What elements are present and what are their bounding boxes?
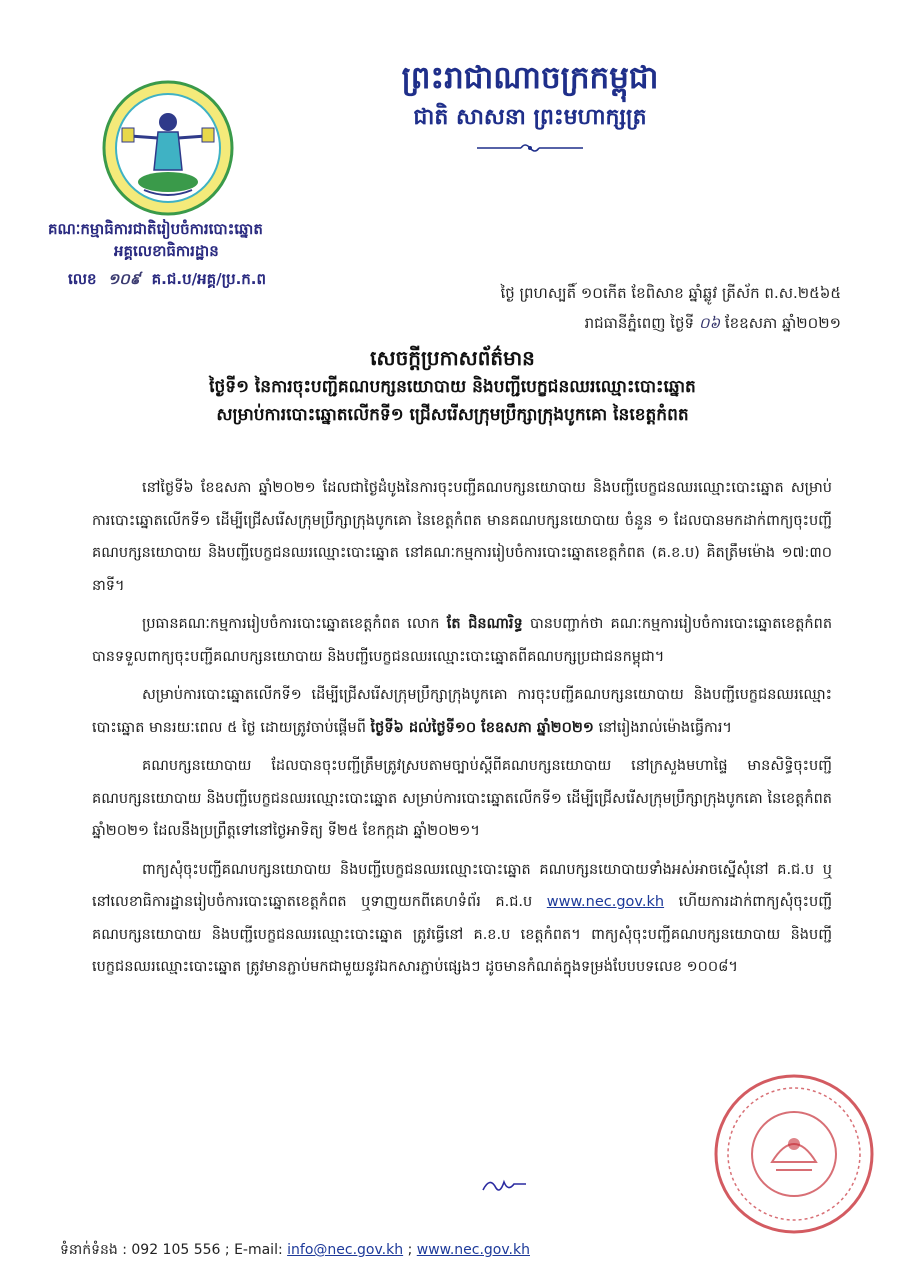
- ref-suffix: គ.ជ.ប/អគ្គ/ប្រ.ក.ព: [151, 270, 267, 288]
- p5-text-before: ពាក្យសុំចុះបញ្ជីគណបក្សនយោបាយ និងបញ្ជីបេក្ខជនឈរឈ្មោះបោះឆ្នោត គណបក្សនយោបាយទាំងអស់អាចស្នើសុំនៅ គ.ជ.ប ឬ នៅលេខាធិការដ្ឋានរៀបចំការបោះឆ្នោតខេត្តកំពត ឬទាញយកពីគេហទំព័រ គ.ជ.ប: [92, 861, 832, 910]
- kingdom-heading: [320, 58, 740, 158]
- paragraph-3: [92, 679, 832, 744]
- page-title: សេចក្តីប្រកាសព័ត៌មាន: [370, 346, 535, 370]
- agency-department: អគ្គលេខាធិការដ្ឋាន: [114, 242, 219, 260]
- solar-date: [501, 308, 842, 338]
- p3-text-before: សម្រាប់ការបោះឆ្នោតលើកទី១ ដើម្បីជ្រើសរើសក្រុមប្រឹក្សាក្រុងបូកគោ ការចុះបញ្ជីគណបក្សនយោបាយ និងបញ្ជីបេក្ខជនឈរឈ្មោះបោះឆ្នោត មានរយៈពេល ៥ ថ្ងៃ ដោយត្រូវចាប់ផ្តើមពី: [92, 687, 832, 736]
- announcement-heading: [70, 343, 835, 429]
- date-block: [501, 278, 842, 338]
- ref-label: លេខ: [68, 270, 97, 288]
- kingdom-title: ព្រះរាជាណាចក្រកម្ពុជា: [401, 60, 659, 96]
- website-link[interactable]: www.nec.gov.kh: [546, 894, 665, 910]
- official-seal-stamp-icon: [676, 1066, 886, 1236]
- nec-emblem-logo: [100, 78, 236, 218]
- p5-text-after: ហើយការដាក់ពាក្យសុំចុះបញ្ជីគណបក្សនយោបាយ និងបញ្ជីបេក្ខជនឈរឈ្មោះបោះឆ្នោត ត្រូវធ្វើនៅ គ.ខ.ប ខេត្តកំពត។ ពាក្យសុំចុះបញ្ជីគណបក្សនយោបាយ និងបញ្ជីបេក្ខជនឈរឈ្មោះបោះឆ្នោត ត្រូវមានភ្ជាប់មកជាមួយនូវឯកសារភ្ជាប់ផ្សេងៗ ដូចមានកំណត់ក្នុងទម្រង់បែបបទលេខ ១០០៨។: [92, 894, 833, 975]
- paragraph-5: [92, 854, 832, 984]
- paragraph-1: នៅថ្ងៃទី៦ ខែឧសភា ឆ្នាំ២០២១ ដែលជាថ្ងៃដំបូងនៃការចុះបញ្ជីគណបក្សនយោបាយ និងបញ្ជីបេក្ខជនឈរឈ្មោះបោះឆ្នោត សម្រាប់ការបោះឆ្នោតលើកទី១ ដើម្បីជ្រើសរើសក្រុមប្រឹក្សាក្រុងបូកគោ នៃខេត្តកំពត មានគណបក្សនយោបាយ ចំនួន ១ ដែលបានមកដាក់ពាក្យចុះបញ្ជីគណបក្សនយោបាយ និងបញ្ជីបេក្ខជនឈរឈ្មោះបោះឆ្នោត នៅគណៈកម្មការរៀបចំការបោះឆ្នោតខេត្តកំពត (គ.ខ.ប) គិតត្រឹមម៉ោង ១៧:៣០ នាទី។: [92, 480, 832, 594]
- p2-text-after: បានបញ្ជាក់ថា គណៈកម្មការរៀបចំការបោះឆ្នោតខេត្តកំពត បានទទួលពាក្យចុះបញ្ជីគណបក្សនយោបាយ និងបញ្ជីបេក្ខជនឈរឈ្មោះបោះឆ្នោតពីគណបក្សប្រជាជនកម្ពុជា។: [92, 616, 833, 665]
- heading-line-1: ថ្ងៃទី១ នៃការចុះបញ្ជីគណបក្សនយោបាយ និងបញ្ជីបេក្ខជនឈរឈ្មោះបោះឆ្នោត: [209, 377, 696, 397]
- signature-mark-icon: [480, 1174, 530, 1196]
- registration-period: ថ្ងៃទី៦ ដល់ថ្ងៃទី១០ ខែឧសភា ឆ្នាំ២០២១: [370, 719, 594, 736]
- solar-day: ០៦: [698, 314, 721, 332]
- ref-number: ១០៩: [107, 270, 141, 288]
- p3-text-after: នៅរៀងរាល់ម៉ោងធ្វើការ។: [598, 719, 732, 736]
- heading-line-2: សម្រាប់ការបោះឆ្នោតលើកទី១ ជ្រើសរើសក្រុមប្រឹក្សាក្រុងបូកគោ នៃខេត្តកំពត: [216, 405, 689, 425]
- body-text: [92, 472, 832, 990]
- agency-block: [48, 218, 378, 292]
- paragraph-2: [92, 608, 832, 673]
- email-link[interactable]: info@nec.gov.kh: [287, 1242, 404, 1258]
- footer-contact: [60, 1240, 820, 1261]
- kingdom-motto: ជាតិ សាសនា ព្រះមហាក្សត្រ: [413, 105, 647, 130]
- footer-separator: ;: [407, 1242, 413, 1258]
- lunar-date: ថ្ងៃ ព្រហស្បតិ៍ ១០កើត ខែពិសាខ ឆ្នាំឆ្លូវ ត្រីស័ក ព.ស.២៥៦៥: [500, 284, 841, 302]
- paragraph-4: គណបក្សនយោបាយ ដែលបានចុះបញ្ជីត្រឹមត្រូវស្របតាមច្បាប់ស្តីពីគណបក្សនយោបាយ នៅក្រសួងមហាផ្ទៃ មានសិទ្ធិចុះបញ្ជីគណបក្សនយោបាយ និងបញ្ជីបេក្ខជនឈរឈ្មោះបោះឆ្នោត សម្រាប់ការបោះឆ្នោតលើកទី១ ដើម្បីជ្រើសរើសក្រុមប្រឹក្សាក្រុងបូកគោ នៃខេត្តកំពត ឆ្នាំ២០២១ ដែលនឹងប្រព្រឹត្តទៅនៅថ្ងៃអាទិត្យ ទី២៥ ខែកក្កដា ឆ្នាំ២០២១។: [92, 758, 832, 839]
- agency-name: គណៈកម្មាធិការជាតិរៀបចំការបោះឆ្នោត: [48, 220, 263, 238]
- reference-number: [48, 266, 378, 292]
- solar-date-suffix: ខែឧសភា ឆ្នាំ២០២១: [724, 314, 841, 332]
- chairman-name: តែ ជិនណារិទ្ធ: [446, 616, 523, 632]
- p2-text-before: ប្រធានគណៈកម្មការរៀបចំការបោះឆ្នោតខេត្តកំពត លោក: [142, 616, 440, 632]
- divider-ornament-icon: [475, 142, 585, 154]
- contact-label: ទំនាក់ទំនង : 092 105 556 ; E-mail:: [60, 1242, 283, 1258]
- footer-website-link[interactable]: www.nec.gov.kh: [416, 1242, 530, 1258]
- solar-date-prefix: រាជធានីភ្នំពេញ ថ្ងៃទី: [584, 314, 695, 332]
